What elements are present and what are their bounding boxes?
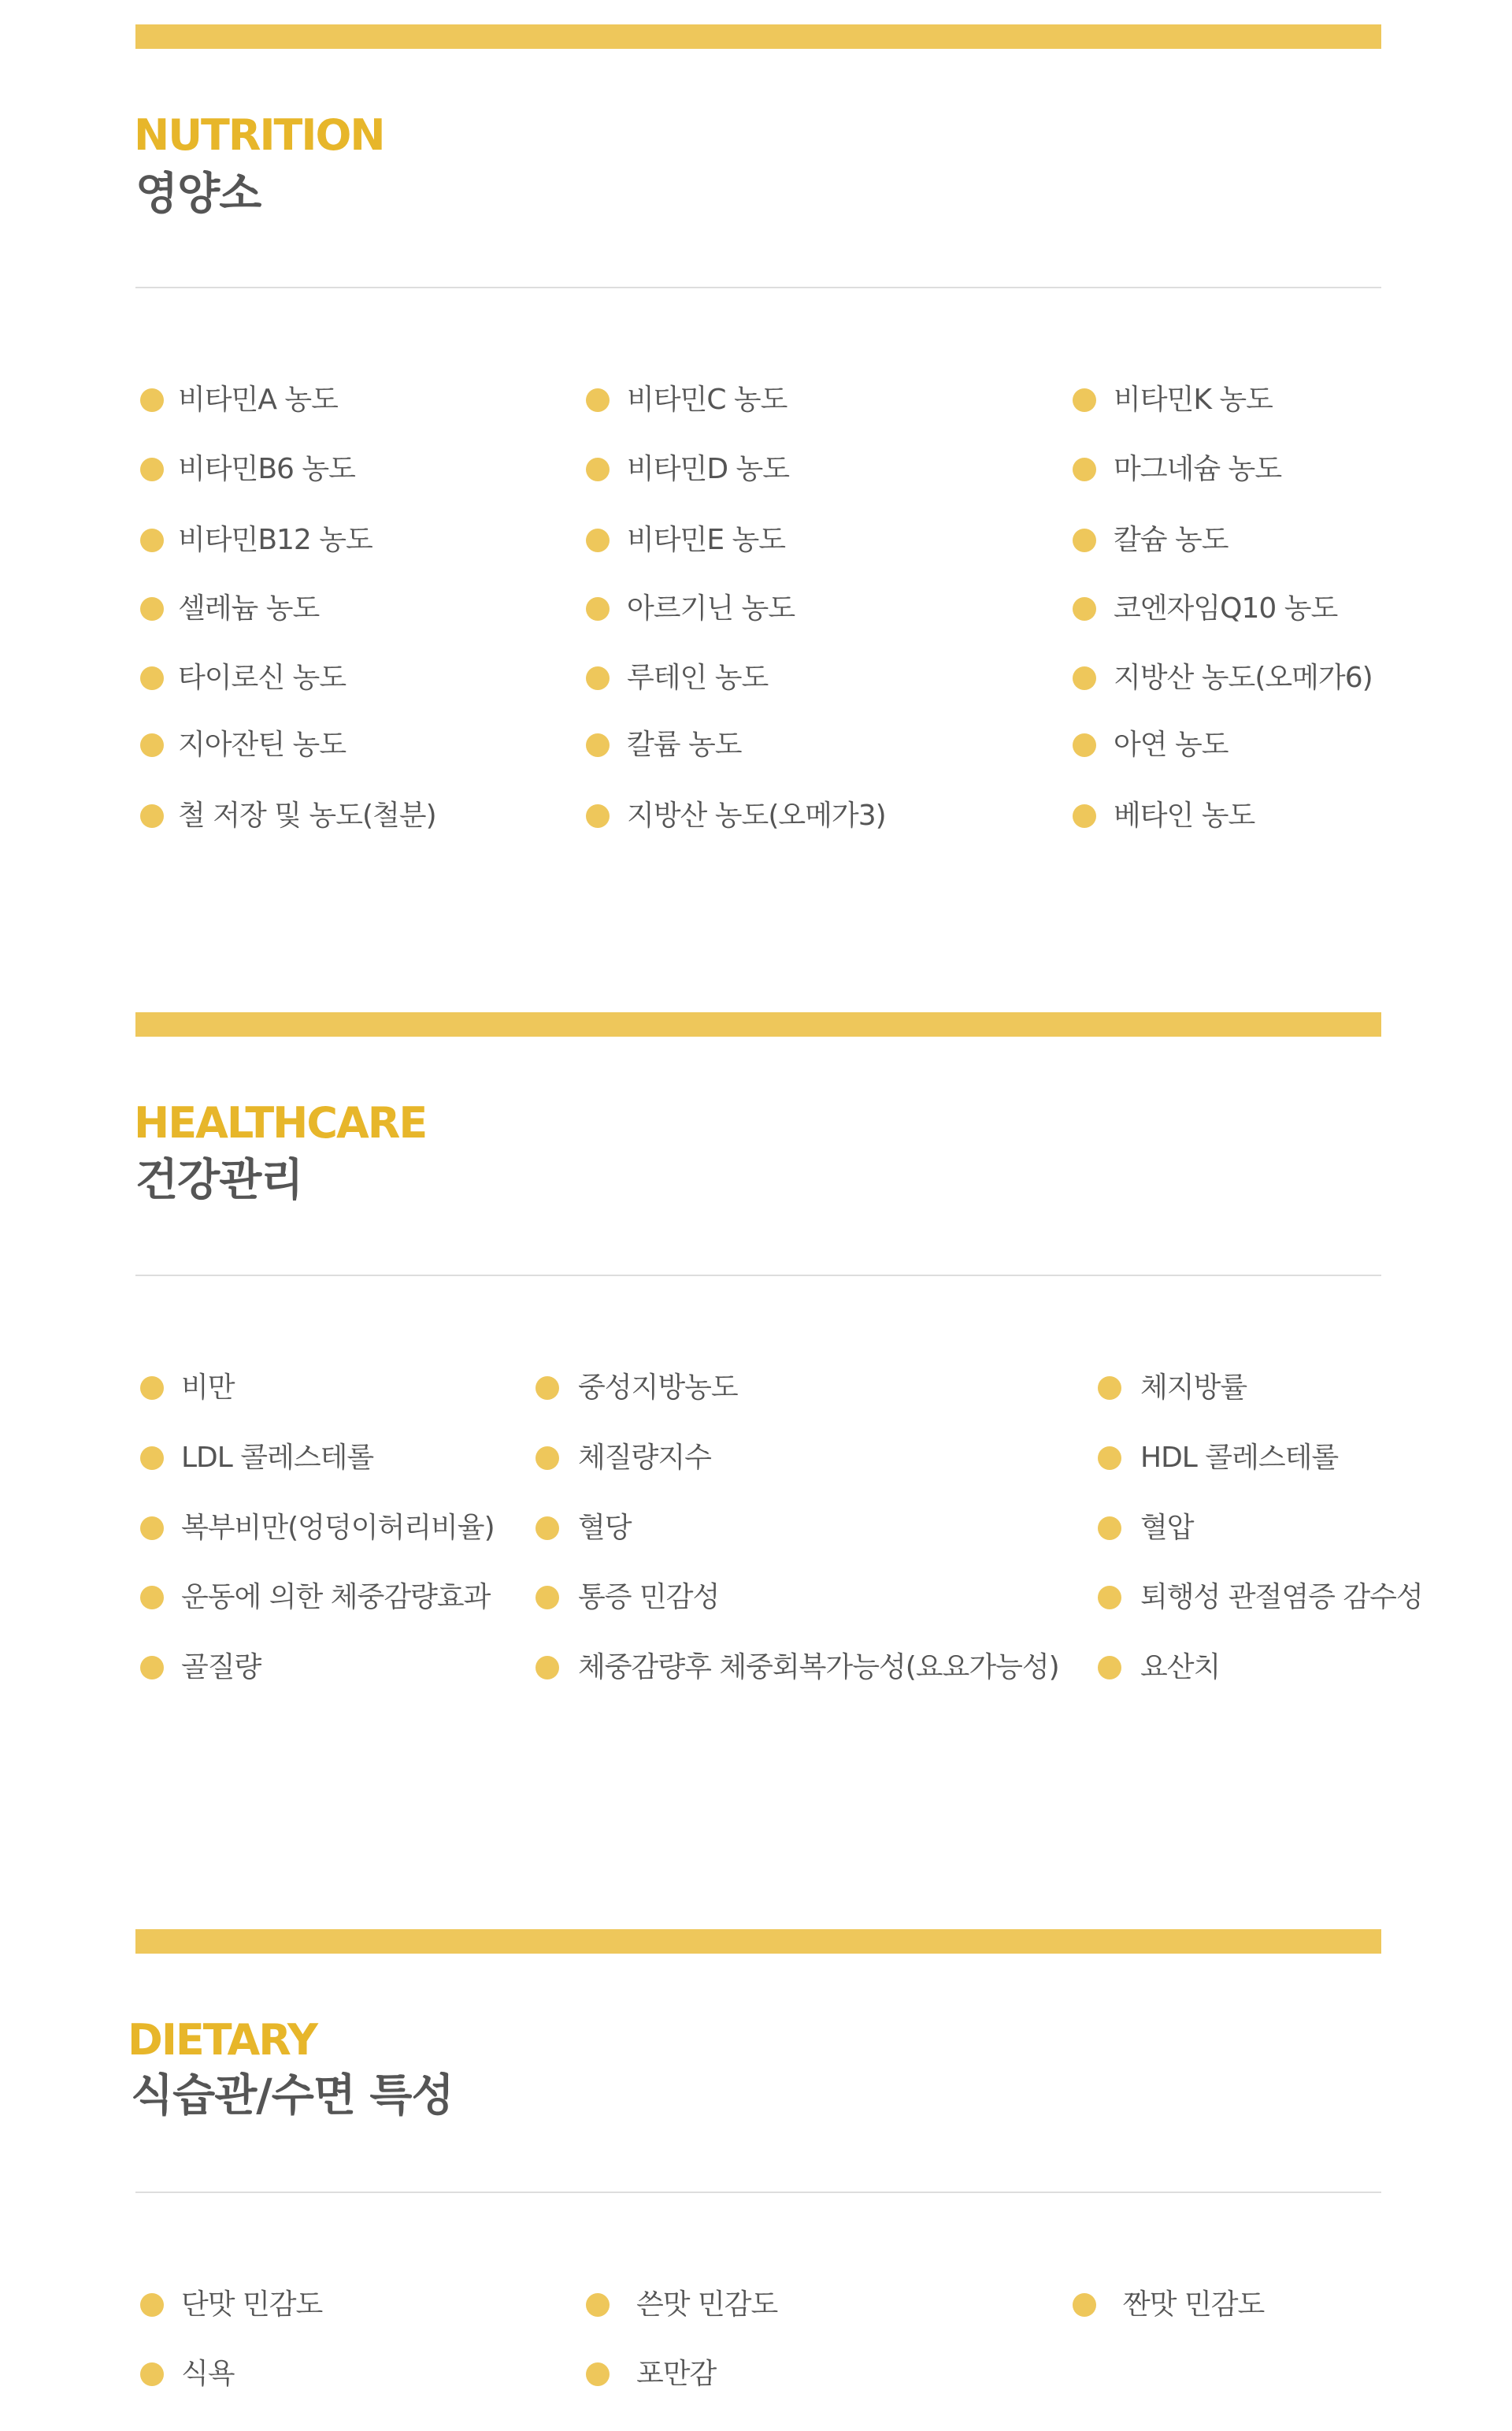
list-item: 중성지방농도 [536, 1372, 738, 1404]
bullet-dot [1073, 2293, 1096, 2317]
list-item: HDL 콜레스테롤 [1098, 1442, 1338, 1474]
bullet-dot [140, 597, 164, 621]
section-top-bar [135, 1929, 1381, 1954]
list-item: 비만 [140, 1372, 235, 1404]
list-item: 비타민E 농도 [586, 525, 785, 556]
list-item: 식욕 [140, 2359, 235, 2390]
bullet-dot [536, 1516, 559, 1540]
bullet-dot [536, 1376, 559, 1400]
section-divider [135, 1275, 1381, 1276]
list-item: 지방산 농도(오메가6) [1073, 662, 1373, 694]
list-item: 코엔자임Q10 농도 [1073, 593, 1337, 625]
list-item: 아연 농도 [1073, 729, 1228, 761]
bullet-dot [1098, 1586, 1121, 1609]
section-korean-title: 건강관리 [135, 1155, 303, 1206]
list-item: 혈압 [1098, 1512, 1194, 1544]
section-korean-title: 식습관/수면 특성 [131, 2070, 454, 2121]
section-divider [135, 287, 1381, 288]
bullet-dot [586, 458, 610, 481]
list-item: 쓴맛 민감도 [586, 2289, 777, 2321]
section-top-bar [135, 24, 1381, 49]
bullet-dot [140, 388, 164, 412]
bullet-dot [586, 2362, 610, 2386]
list-item: 운동에 의한 체중감량효과 [140, 1582, 490, 1613]
list-item: 단맛 민감도 [140, 2289, 322, 2321]
bullet-dot [140, 2362, 164, 2386]
bullet-dot [140, 529, 164, 552]
list-item: 마그네슘 농도 [1073, 454, 1281, 485]
list-item: 칼륨 농도 [586, 729, 742, 761]
list-item: 퇴행성 관절염증 감수성 [1098, 1582, 1423, 1613]
bullet-dot [140, 1376, 164, 1400]
list-item: 철 저장 및 농도(철분) [140, 800, 436, 832]
bullet-dot [140, 1656, 164, 1679]
list-item: 통증 민감성 [536, 1582, 719, 1613]
list-item: 혈당 [536, 1512, 632, 1544]
section-english-title: HEALTHCARE [134, 1098, 427, 1148]
list-item: 복부비만(엉덩이허리비율) [140, 1512, 495, 1544]
bullet-dot [1098, 1446, 1121, 1470]
list-item: 체지방률 [1098, 1372, 1247, 1404]
list-item: 체중감량후 체중회복가능성(요요가능성) [536, 1652, 1059, 1683]
bullet-dot [140, 458, 164, 481]
bullet-dot [140, 2293, 164, 2317]
section-korean-title: 영양소 [135, 169, 261, 220]
bullet-dot [586, 597, 610, 621]
list-item: 셀레늄 농도 [140, 593, 319, 625]
bullet-dot [140, 1586, 164, 1609]
list-item: 체질량지수 [536, 1442, 711, 1474]
list-item: 포만감 [586, 2359, 716, 2390]
bullet-dot [536, 1656, 559, 1679]
list-item: 비타민B12 농도 [140, 525, 372, 556]
list-item: 지아잔틴 농도 [140, 729, 346, 761]
bullet-dot [1098, 1376, 1121, 1400]
bullet-dot [140, 1446, 164, 1470]
bullet-dot [1073, 804, 1096, 828]
list-item: 비타민A 농도 [140, 384, 338, 416]
section-divider [135, 2192, 1381, 2193]
section-top-bar [135, 1012, 1381, 1037]
bullet-dot [1098, 1656, 1121, 1679]
bullet-dot [586, 529, 610, 552]
section-english-title: NUTRITION [134, 110, 384, 160]
healthcare-section [0, 977, 1512, 1922]
nutrition-section [0, 0, 1512, 977]
bullet-dot [1073, 666, 1096, 690]
bullet-dot [1098, 1516, 1121, 1540]
bullet-dot [140, 733, 164, 757]
list-item: 요산치 [1098, 1652, 1220, 1683]
bullet-dot [586, 666, 610, 690]
bullet-dot [586, 2293, 610, 2317]
list-item: LDL 콜레스테롤 [140, 1442, 373, 1474]
list-item: 비타민D 농도 [586, 454, 789, 485]
list-item: 아르기닌 농도 [586, 593, 795, 625]
bullet-dot [1073, 529, 1096, 552]
bullet-dot [586, 804, 610, 828]
section-english-title: DIETARY [128, 2015, 317, 2065]
bullet-dot [1073, 597, 1096, 621]
bullet-dot [536, 1586, 559, 1609]
bullet-dot [586, 733, 610, 757]
list-item: 비타민C 농도 [586, 384, 787, 416]
list-item: 짠맛 민감도 [1073, 2289, 1264, 2321]
bullet-dot [586, 388, 610, 412]
bullet-dot [140, 804, 164, 828]
dietary-section [0, 1922, 1512, 2431]
list-item: 베타인 농도 [1073, 800, 1254, 832]
list-item: 칼슘 농도 [1073, 525, 1228, 556]
list-item: 비타민B6 농도 [140, 454, 355, 485]
list-item: 루테인 농도 [586, 662, 768, 694]
bullet-dot [140, 1516, 164, 1540]
list-item: 지방산 농도(오메가3) [586, 800, 886, 832]
list-item: 골질량 [140, 1652, 261, 1683]
list-item: 비타민K 농도 [1073, 384, 1273, 416]
bullet-dot [1073, 388, 1096, 412]
list-item: 타이로신 농도 [140, 662, 346, 694]
bullet-dot [1073, 733, 1096, 757]
bullet-dot [536, 1446, 559, 1470]
bullet-dot [140, 666, 164, 690]
bullet-dot [1073, 458, 1096, 481]
